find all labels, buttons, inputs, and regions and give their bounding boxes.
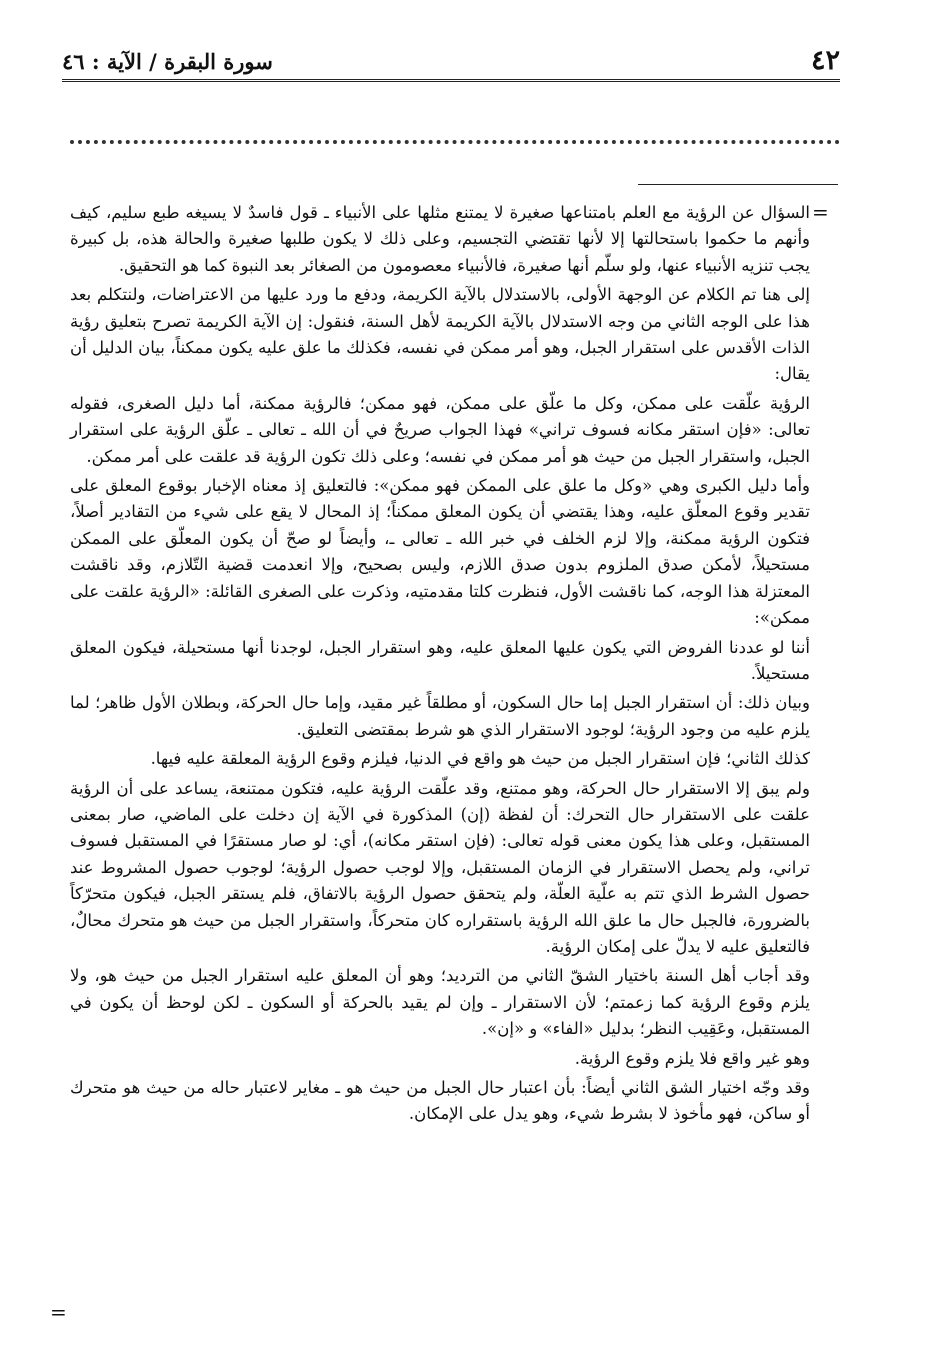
paragraph: وهو غير واقع فلا يلزم وقوع الرؤية. [574,1048,810,1068]
paragraph: السؤال عن الرؤية مع العلم بامتناعها صغيرة لا يمتنع مثلها على الأنبياء ـ قول فاسدٌ لا يسيغه طبع سليم، كيف وأنهم ما حكموا باستحالتها إلا لأنها تقتضي التجسيم، وعلى ذلك لا يكون طلبها صغيرة والحالة هذه، بل كبيرة يجب تنزيه الأنبياء عنها، ولو سلّم أنها صغيرة، فالأنبياء معصومون من الصغائر بعد النبوة كما هو التحقيق. [70,203,811,275]
paragraph: وقد وجّه اختيار الشق الثاني أيضاً: بأن اعتبار حال الجبل من حيث هو ـ مغاير لاعتبار حاله من حيث هو متحرك أو ساكن، فهو مأخوذ لا بشرط شيء، وهو يدل على الإمكان. [70,1078,810,1124]
header-rule [62,79,840,82]
footnote-body [70,200,810,1128]
continuation-mark-bottom: = [50,1300,67,1324]
page-header [62,44,840,84]
paragraph: وبيان ذلك: أن استقرار الجبل إما حال السكون، أو مطلقاً غير مقيد، وإما حال الحركة، وبطلان الأول ظاهر؛ لما يلزم عليه من وجود الرؤية؛ لوجود الاستقرار الذي هو شرط بمقتضى التعليق. [70,693,810,739]
paragraph: ولم يبق إلا الاستقرار حال الحركة، وهو ممتنع، وقد علّقت الرؤية عليه، فتكون ممتنعة، يساعد على أن الرؤية علقت على الاستقرار حال التحرك: أن لفظة (إن) المذكورة في الآية إن دخلت على الماضي، صار بمعنى المستقبل، وعلى هذا يكون معنى قوله تعالى: (فإن استقر مكانه)، أي: لو صار مستقرًا في المستقبل فسوف تراني، ولم يحصل الاستقرار في الزمان المستقبل، وإلا لوجب حصول الرؤية؛ لوجوب حصول المشروط عند حصول الشرط الذي تتم به علّية العلّة، ولم يتحقق حصول الرؤية بالاتفاق، فلم يستقر الجبل، فيكون متحرّكاً بالضرورة، فالجبل حال ما علق الله الرؤية باستقراره كان متحركاً، واستقرار الجبل من حيث هو متحرك محالٌ، فالتعليق عليه لا يدلّ على إمكان الرؤية. [70,778,810,956]
paragraph: وأما دليل الكبرى وهي «وكل ما علق على الممكن فهو ممكن»: فالتعليق إذ معناه الإخبار بوقوع المعلق على تقدير وقوع المعلّق عليه، وهذا يقتضي أن يكون المعلق ممكناً؛ إذ المحال لا يقع على شيء من التقادير أصلاً، فتكون الرؤية ممكنة، وإلا لزم الخلف في خبر الله ـ تعالى ـ، وأيضاً لو صحّ أن يكون المعلّق على الممكن مستحيلاً، لأمكن صدق الملزوم بدون صدق اللازم، وليس بصحيح، وإلا انعدمت قضية التّلازم، وقد ناقشت المعتزلة هذا الوجه، كما ناقشت الأول، فنظرت كلتا مقدمتيه، وذكرت على الصغرى القائلة: «الرؤية علقت على ممكن»: [70,476,810,628]
running-head: سورة البقرة / الآية : ٤٦ [62,49,273,74]
dotted-separator [70,140,840,144]
footnote-rule [638,184,838,185]
paragraph: أننا لو عددنا الفروض التي يكون عليها المعلق عليه، وهو استقرار الجبل، لوجدنا أنها مستحيلة، فيكون المعلق مستحيلاً. [70,637,810,683]
paragraph: إلى هنا تم الكلام عن الوجهة الأولى، بالاستدلال بالآية الكريمة، ودفع ما ورد عليها من الاعتراضات، ولنتكلم بعد هذا على الوجه الثاني من وجه الاستدلال بالآية الكريمة لأهل السنة، فنقول: إن الآية الكريمة تصرح بتعليق رؤية الذات الأقدس على استقرار الجبل، وهو أمر ممكن في نفسه، فكذلك ما علق عليه يكون ممكناً، بيان الدليل أن يقال: [70,285,810,384]
page-number: ٤٢ [810,45,840,76]
paragraph: وقد أجاب أهل السنة باختيار الشقّ الثاني من الترديد؛ وهو أن المعلق عليه استقرار الجبل من حيث هو، ولا يلزم وقوع الرؤية كما زعمتم؛ لأن الاستقرار ـ وإن لم يقيد بالحركة أو السكون ـ لكن لوحظ أن يكون في المستقبل، وعَقِيب النظر؛ بدليل «الفاء» و «إن». [70,966,810,1039]
continuation-mark-top: = [812,200,829,224]
paragraph: الرؤية علّقت على ممكن، وكل ما علّق على ممكن، فهو ممكن؛ فالرؤية ممكنة، أما دليل الصغرى، فقوله تعالى: «فإن استقر مكانه فسوف تراني» فهذا الجواب صريحٌ في أن الله ـ تعالى ـ علّق الرؤية على استقرار الجبل، واستقرار الجبل من حيث هو أمر ممكن في نفسه؛ وعلى ذلك تكون الرؤية قد علقت على أمر ممكن. [70,393,810,466]
paragraph: كذلك الثاني؛ فإن استقرار الجبل من حيث هو واقع في الدنيا، فيلزم وقوع الرؤية المعلقة عليه فيها. [150,749,810,769]
